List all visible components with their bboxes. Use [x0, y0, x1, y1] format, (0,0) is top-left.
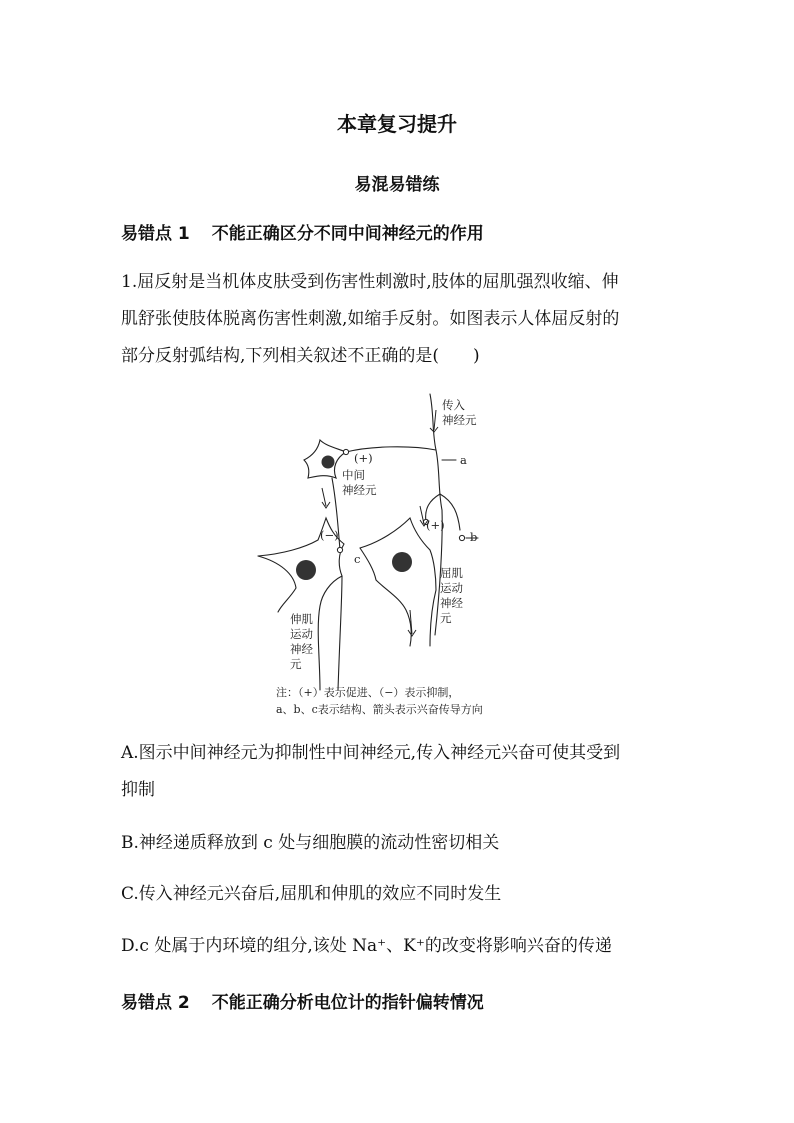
question-1-line-3: 部分反射弧结构,下列相关叙述不正确的是( ) [121, 346, 480, 366]
page-subtitle: 易混易错练 [354, 175, 440, 195]
question-1-line-2: 肌舒张使肢体脱离伤害性刺激,如缩手反射。如图表示人体屈反射的 [121, 309, 620, 329]
extensor-neuron-axon [338, 576, 342, 690]
question-1-line-1: 1.屈反射是当机体皮肤受到伤害性刺激时,肢体的屈肌强烈收缩、伸 [121, 272, 619, 292]
interneuron-label-line-2: 神经元 [342, 483, 377, 497]
flexor-nucleus [392, 552, 412, 572]
interneuron-label-line-1: 中间 [342, 468, 365, 482]
figure-note-line-1: 注：（+）表示促进、（−）表示抑制， [276, 686, 460, 699]
option-a-line-2: 抑制 [121, 780, 155, 800]
extensor-label-line-2: 运动 [290, 627, 313, 641]
page-title: 本章复习提升 [337, 112, 457, 136]
flexor-label-line-4: 元 [440, 611, 452, 625]
option-b: B.神经递质释放到 c 处与细胞膜的流动性密切相关 [121, 833, 500, 853]
figure-note-line-2: a、b、c表示结构、箭头表示兴奋传导方向 [276, 703, 483, 716]
extensor-neuron-dendrite [258, 556, 296, 612]
synapse-inter [343, 449, 348, 454]
section-heading-2 [121, 988, 484, 1013]
section-label-1: 易错点 1 [121, 224, 190, 244]
flexor-label [440, 566, 463, 626]
extensor-label-line-1: 伸肌 [290, 612, 313, 626]
arrow-afferent [434, 410, 436, 430]
option-a-line-1: A.图示中间神经元为抑制性中间神经元,传入神经元兴奋可使其受到 [121, 743, 621, 763]
afferent-label [442, 398, 477, 428]
extensor-label [290, 612, 313, 672]
option-a [121, 735, 681, 809]
option-c: C.传入神经元兴奋后,屈肌和伸肌的效应不同时发生 [121, 884, 502, 904]
section-heading-1 [121, 219, 484, 244]
flexor-label-line-2: 运动 [440, 581, 463, 595]
option-d: D.c 处属于内环境的组分,该处 Na⁺、K⁺的改变将影响兴奋的传递 [121, 936, 612, 956]
interneuron-nucleus [322, 456, 335, 469]
label-plus-top: (+) [354, 451, 373, 465]
extensor-nucleus [296, 560, 316, 580]
section-text-2: 不能正确分析电位计的指针偏转情况 [211, 993, 484, 1013]
section-text-1: 不能正确区分不同中间神经元的作用 [211, 224, 484, 244]
afferent-label-line-2: 神经元 [442, 413, 477, 427]
label-minus: (−) [320, 528, 339, 542]
flexor-label-line-3: 神经 [440, 596, 463, 610]
flexor-label-line-1: 屈肌 [440, 566, 463, 580]
figure-note [276, 684, 483, 718]
interneuron-label [342, 468, 377, 498]
extensor-label-line-3: 神经 [290, 642, 313, 656]
label-b: b [470, 530, 478, 544]
afferent-label-line-1: 传入 [442, 398, 465, 412]
label-c: c [354, 552, 361, 566]
synapse-c [337, 547, 342, 552]
label-a: a [460, 453, 467, 467]
extensor-label-line-4: 元 [290, 657, 302, 671]
section-label-2: 易错点 2 [121, 993, 190, 1013]
label-plus-right: (+) [426, 518, 445, 532]
reflex-arc-figure [250, 390, 550, 720]
flexor-neuron-outline-right [360, 518, 436, 646]
question-1-stem [121, 264, 681, 375]
synapse-b [459, 535, 464, 540]
